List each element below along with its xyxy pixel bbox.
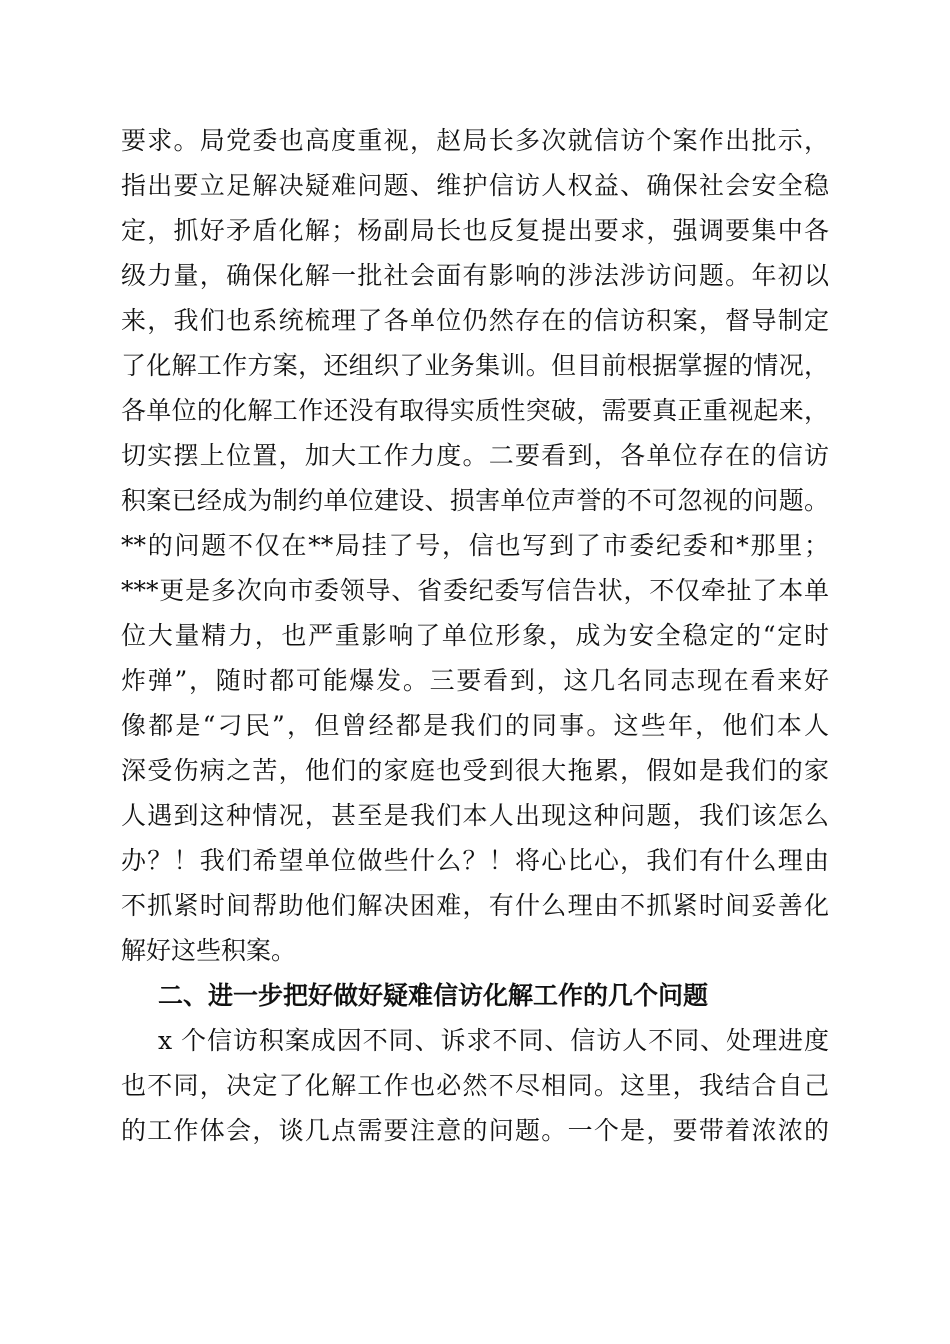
paragraph-1-line: 了化解工作方案，还组织了业务集训。但目前根据掌握的情况， xyxy=(121,351,829,380)
paragraph-1-line: 像都是“刁民”，但曾经都是我们的同事。这些年，他们本人 xyxy=(121,711,829,740)
paragraph-1-line: 切实摆上位置，加大工作力度。二要看到，各单位存在的信访 xyxy=(121,441,829,470)
paragraph-1-line: 各单位的化解工作还没有取得实质性突破，需要真正重视起来， xyxy=(121,396,829,425)
paragraph-1-line: 级力量，确保化解一批社会面有影响的涉法涉访问题。年初以 xyxy=(121,261,829,290)
paragraph-1-line: 定，抓好矛盾化解；杨副局长也反复提出要求，强调要集中各 xyxy=(121,216,829,245)
paragraph-1-line: 积案已经成为制约单位建设、损害单位声誉的不可忽视的问题。 xyxy=(121,486,829,515)
paragraph-1-line: 解好这些积案。 xyxy=(121,936,297,965)
paragraph-1-line: 人遇到这种情况，甚至是我们本人出现这种问题，我们该怎么 xyxy=(121,801,829,830)
paragraph-2-line: 的工作体会，谈几点需要注意的问题。一个是，要带着浓浓的 xyxy=(121,1116,829,1145)
paragraph-1-line: 指出要立足解决疑难问题、维护信访人权益、确保社会安全稳 xyxy=(121,171,829,200)
paragraph-1-line: 位大量精力，也严重影响了单位形象，成为安全稳定的“定时 xyxy=(121,621,829,650)
paragraph-1-line: 来，我们也系统梳理了各单位仍然存在的信访积案，督导制定 xyxy=(121,306,829,335)
paragraph-1-line: ***更是多次向市委领导、省委纪委写信告状，不仅牵扯了本单 xyxy=(121,576,829,605)
paragraph-1-line: 深受伤病之苦，他们的家庭也受到很大拖累，假如是我们的家 xyxy=(121,756,829,785)
paragraph-1-line: 炸弹”，随时都可能爆发。三要看到，这几名同志现在看来好 xyxy=(121,666,829,695)
paragraph-1-line: 要求。局党委也高度重视，赵局长多次就信访个案作出批示， xyxy=(121,126,829,155)
paragraph-2-line: x 个信访积案成因不同、诉求不同、信访人不同、处理进度 xyxy=(158,1026,829,1055)
paragraph-1-line: 不抓紧时间帮助他们解决困难，有什么理由不抓紧时间妥善化 xyxy=(121,891,829,920)
section-heading: 二、进一步把好做好疑难信访化解工作的几个问题 xyxy=(158,981,709,1010)
paragraph-1-line: 办？！我们希望单位做些什么？！将心比心，我们有什么理由 xyxy=(121,846,829,875)
paragraph-1-line: **的问题不仅在**局挂了号，信也写到了市委纪委和*那里； xyxy=(121,531,829,560)
paragraph-2-line: 也不同，决定了化解工作也必然不尽相同。这里，我结合自己 xyxy=(121,1071,829,1100)
